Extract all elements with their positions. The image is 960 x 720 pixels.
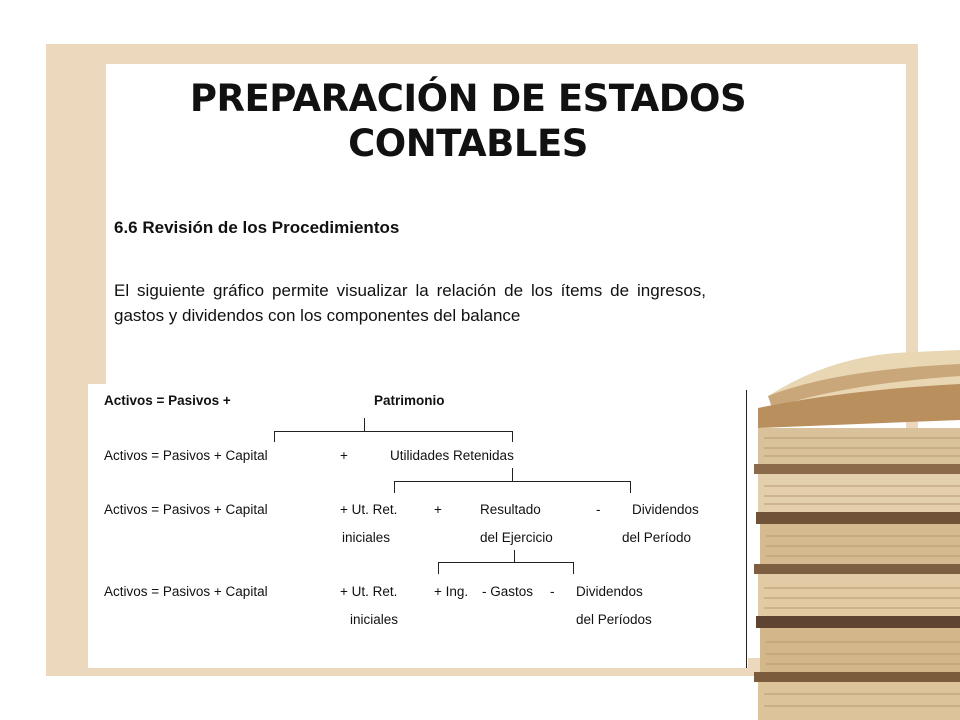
row4-gastos: - Gastos: [482, 584, 534, 599]
row3-resultado: Resultado: [480, 502, 541, 517]
connector-vertical: [274, 431, 275, 442]
row3-plus: +: [434, 502, 442, 517]
row4-dividendos: Dividendos: [576, 584, 643, 599]
row3-minus: -: [596, 502, 601, 517]
intro-paragraph: El siguiente gráfico permite visualizar la relación de los ítems de ingresos, gastos y dividendos con los componentes del balance: [114, 281, 706, 325]
row3-dividendos: Dividendos: [632, 502, 699, 517]
connector-vertical: [512, 431, 513, 442]
row1-left: Activos = Pasivos +: [104, 393, 231, 408]
title-line-2: CONTABLES: [348, 122, 588, 165]
connector-bracket: [274, 431, 513, 432]
connector-vertical: [364, 418, 365, 431]
row4-ut-ret: + Ut. Ret.: [340, 584, 398, 599]
row4-iniciales: iniciales: [350, 612, 399, 627]
row3-left: Activos = Pasivos + Capital: [104, 502, 268, 517]
row2-left: Activos = Pasivos + Capital: [104, 448, 268, 463]
row2-plus: +: [340, 448, 348, 463]
row3-del-ejercicio: del Ejercicio: [480, 530, 553, 545]
row4-minus: -: [550, 584, 555, 599]
connector-bracket: [394, 481, 631, 482]
diagram-border: [746, 390, 747, 668]
connector-vertical: [512, 468, 513, 481]
connector-bracket: [438, 562, 574, 563]
row4-ingresos: + Ing.: [434, 584, 469, 599]
connector-vertical: [394, 481, 395, 493]
row4-del-periodos: del Períodos: [576, 612, 652, 627]
title-line-1: PREPARACIÓN DE ESTADOS: [189, 77, 747, 120]
row4-left: Activos = Pasivos + Capital: [104, 584, 268, 599]
row3-ut-ret: + Ut. Ret.: [340, 502, 398, 517]
connector-vertical: [514, 550, 515, 562]
equation-diagram: [88, 384, 748, 668]
row1-patrimonio: Patrimonio: [374, 393, 445, 408]
row3-iniciales: iniciales: [342, 530, 391, 545]
section-heading: 6.6 Revisión de los Procedimientos: [114, 218, 400, 237]
page-title: [106, 76, 830, 166]
books-stack-illustration: [744, 350, 960, 720]
connector-vertical: [573, 562, 574, 574]
connector-vertical: [630, 481, 631, 493]
row3-del-periodo: del Período: [622, 530, 692, 545]
connector-vertical: [438, 562, 439, 574]
row2-utilidades-retenidas: Utilidades Retenidas: [390, 448, 514, 463]
